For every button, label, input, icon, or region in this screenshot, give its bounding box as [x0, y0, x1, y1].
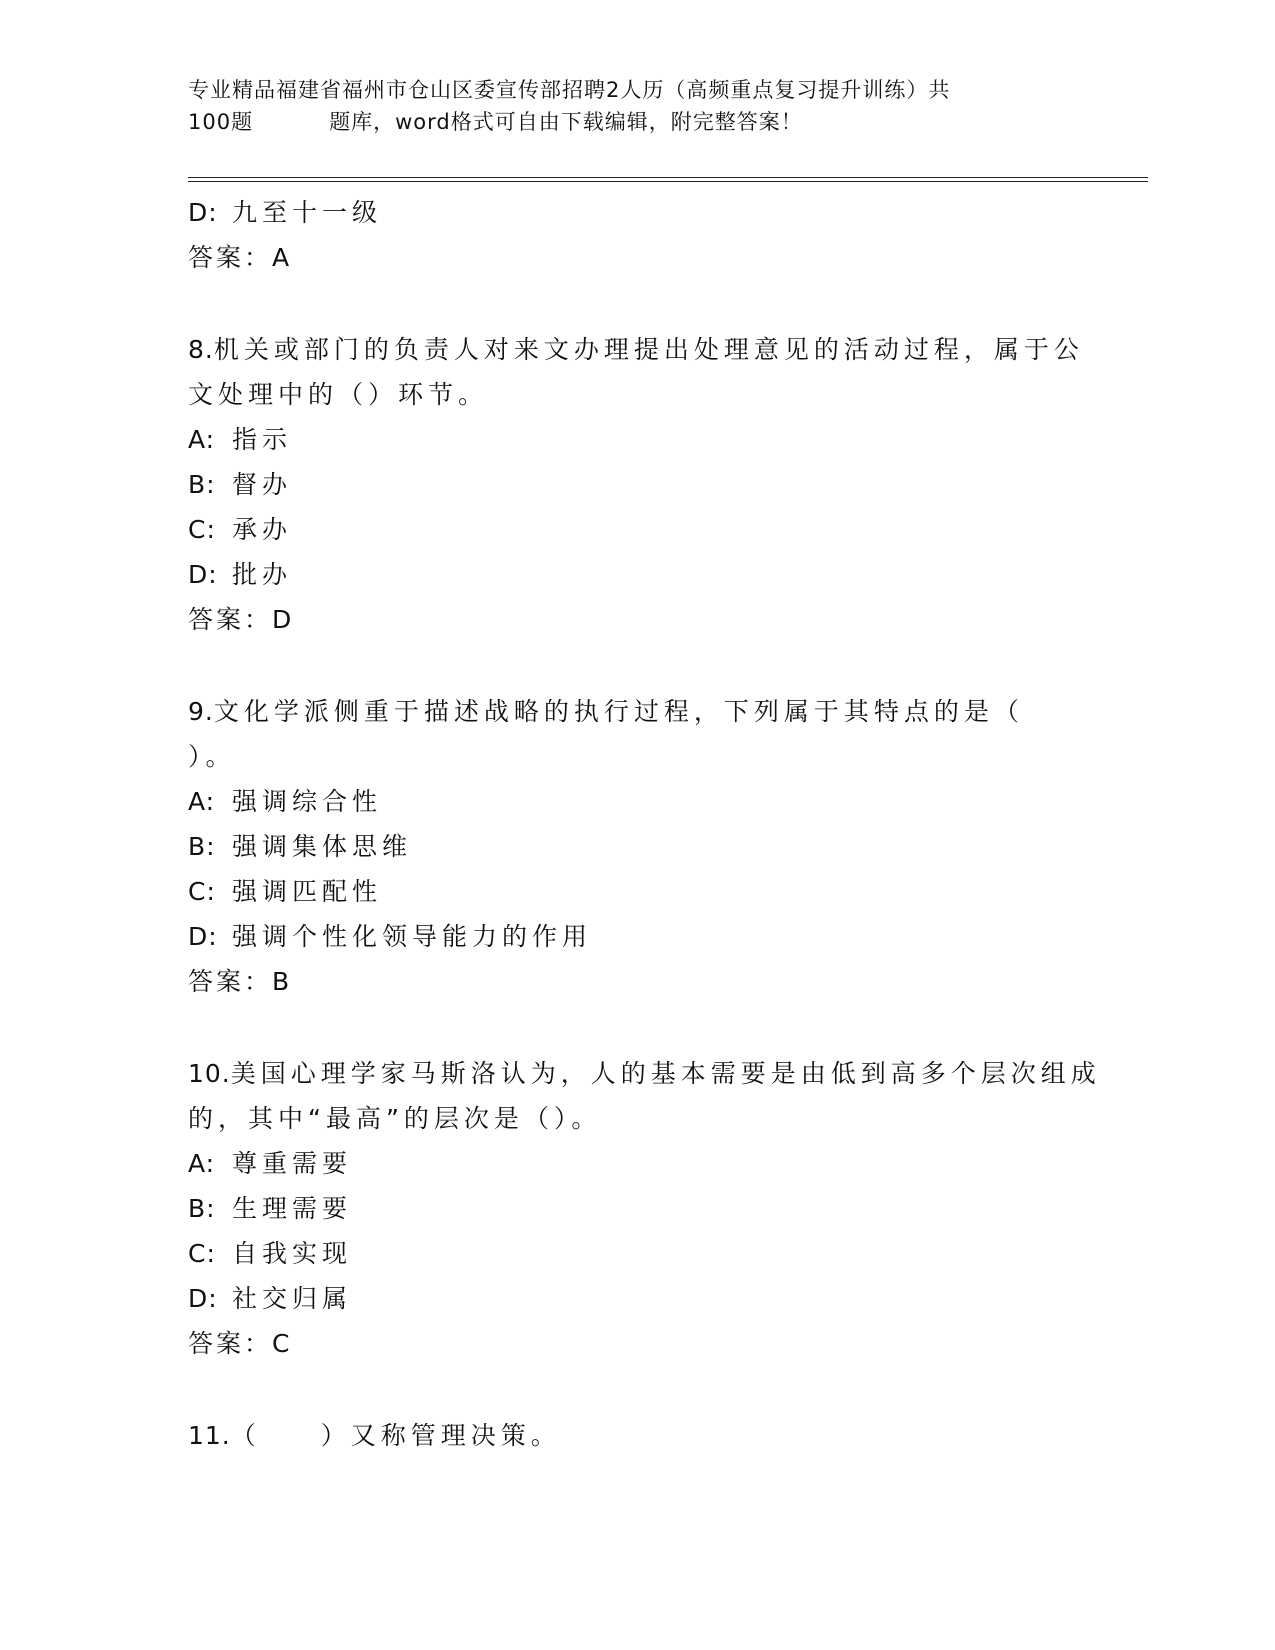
answer-value: A — [272, 243, 292, 272]
option-text: 自我实现 — [232, 1239, 353, 1268]
answer-value: D — [272, 605, 294, 634]
option-c — [188, 507, 1088, 552]
header-description: 题库，word格式可自由下载编辑，附完整答案！ — [329, 110, 803, 134]
question-stem — [188, 689, 1088, 734]
option-key: C: — [188, 1239, 216, 1268]
option-key: A: — [188, 787, 216, 816]
question-stem — [188, 327, 1088, 372]
option-key: B: — [188, 832, 216, 861]
option-key: C: — [188, 877, 216, 906]
option-key: A: — [188, 425, 216, 454]
question-text-line: （ ）又称管理决策。 — [230, 1421, 561, 1450]
option-text: 尊重需要 — [232, 1149, 353, 1178]
option-key: D: — [188, 1284, 218, 1313]
option-c — [188, 1231, 1088, 1276]
question-number: 9. — [188, 697, 214, 726]
question-number: 10. — [188, 1059, 231, 1088]
answer-label: 答案： — [188, 967, 273, 996]
header-title-line-2 — [188, 106, 1088, 138]
option-d — [188, 552, 1088, 597]
option-text: 强调综合性 — [232, 787, 383, 816]
option-text: 督办 — [232, 470, 293, 499]
option-key: C: — [188, 515, 216, 544]
option-d — [188, 914, 1088, 959]
question-text-line: 美国心理学家马斯洛认为，人的基本需要是由低到高多个层次组成 — [230, 1059, 1101, 1088]
header-count: 100题 — [188, 110, 254, 134]
option-b — [188, 824, 1088, 869]
question-stem — [188, 1413, 1088, 1458]
header-divider-top — [188, 177, 1148, 178]
option-key: D: — [188, 560, 218, 589]
option-b — [188, 462, 1088, 507]
answer-label: 答案： — [188, 243, 273, 272]
option-key: D: — [188, 922, 218, 951]
option-text: 九至十一级 — [232, 198, 383, 227]
option-b — [188, 1186, 1088, 1231]
option-d — [188, 190, 1088, 235]
option-text: 生理需要 — [232, 1194, 353, 1223]
option-text: 指示 — [232, 425, 293, 454]
question-text-line: 文处理中的（）环节。 — [188, 380, 489, 409]
question-number: 8. — [188, 335, 214, 364]
question-10 — [188, 1051, 1101, 1366]
header-divider-bottom — [188, 181, 1148, 182]
answer-label: 答案： — [188, 1329, 273, 1358]
answer-label: 答案： — [188, 605, 273, 634]
option-key: B: — [188, 470, 216, 499]
option-text: 强调匹配性 — [232, 877, 383, 906]
answer-value: C — [272, 1329, 292, 1358]
option-text: 强调集体思维 — [232, 832, 413, 861]
question-9 — [188, 689, 1088, 1004]
question-8 — [188, 327, 1088, 642]
option-c — [188, 869, 1088, 914]
question-text-line: 文化学派侧重于描述战略的执行过程，下列属于其特点的是（ — [213, 697, 1024, 726]
option-text: 承办 — [232, 515, 293, 544]
answer-line — [188, 597, 1088, 642]
question-number: 11. — [188, 1421, 231, 1450]
answer-value: B — [272, 967, 292, 996]
option-text: 社交归属 — [232, 1284, 353, 1313]
answer-line — [188, 235, 1088, 280]
option-key: B: — [188, 1194, 216, 1223]
question-text-line: 机关或部门的负责人对来文办理提出处理意见的活动过程，属于公 — [213, 335, 1084, 364]
option-key: A: — [188, 1149, 216, 1178]
question-text-line: ）。 — [188, 742, 236, 771]
option-a — [188, 779, 1088, 824]
option-a — [188, 1141, 1088, 1186]
question-list — [188, 190, 1101, 1458]
header-title-line-1: 专业精品福建省福州市仓山区委宣传部招聘2人历（高频重点复习提升训练）共 — [188, 78, 951, 102]
question-11 — [188, 1413, 1088, 1458]
question-stem — [188, 1051, 1101, 1096]
option-a — [188, 417, 1088, 462]
option-key: D: — [188, 198, 218, 227]
answer-line — [188, 1321, 1088, 1366]
option-text: 强调个性化领导能力的作用 — [232, 922, 593, 951]
option-text: 批办 — [232, 560, 293, 589]
question-text-line: 的，其中“最高”的层次是（）。 — [188, 1104, 602, 1133]
option-d — [188, 1276, 1088, 1321]
answer-line — [188, 959, 1088, 1004]
document-header — [188, 74, 1088, 138]
